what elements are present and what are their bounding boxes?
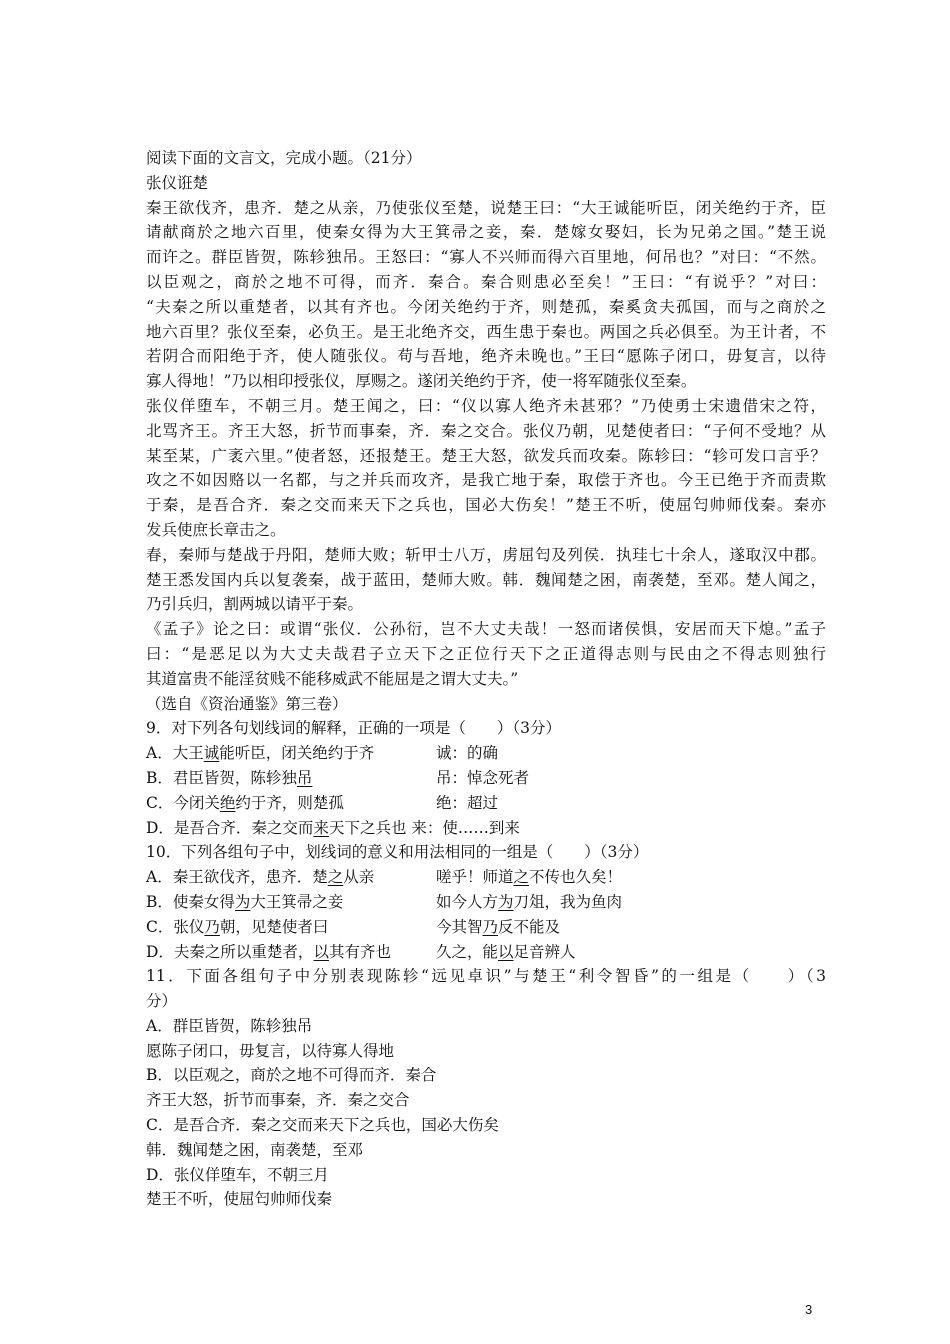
passage-line: 寡人得地！”乃以相印授张仪，厚赐之。遂闭关绝约于齐，使一将军随张仪至秦。	[146, 372, 697, 391]
option-gloss: 绝：超过	[436, 793, 499, 812]
question-10-option: B．使秦女得为大王箕帚之妾 如今人方为刀俎，我为鱼肉	[146, 892, 623, 911]
passage-line: 北骂齐王。齐王大怒，折节而事秦，齐．秦之交合。张仪乃朝，见楚使者曰：“子何不受地？从	[146, 421, 826, 440]
passage-line: 攻之不如因赂以一名都，与之并兵而攻齐，是我亡地于秦，取偿于齐也。今王已绝于齐而责欺	[146, 471, 826, 490]
underlined-word: 诚	[203, 744, 220, 763]
passage-title: 张仪诳楚	[146, 173, 209, 192]
instruction: 阅读下面的文言文，完成小题。（21分）	[146, 149, 422, 167]
underlined-word: 之	[327, 868, 344, 887]
question-11-option: 楚王不听，使屈匄帅师伐秦	[146, 1190, 333, 1209]
question-11-option: 齐王大怒，折节而事秦，齐．秦之交合	[146, 1091, 410, 1110]
question-9-stem: 9．对下列各句划线词的解释，正确的一项是（ ）（3分）	[146, 719, 561, 738]
underlined-word: 为	[498, 892, 514, 911]
question-10-option: C．张仪乃朝，见楚使者曰 今其智乃反不能及	[146, 917, 561, 936]
question-9-option: C．今闭关绝约于齐，则楚孤 绝：超过	[146, 791, 826, 816]
passage-line: 地六百里？张仪至秦，必负王。是王北绝齐交，西生患于秦也。两国之兵必俱至。为王计者，不	[146, 322, 826, 341]
question-10-stem: 10．下列各组句子中，划线词的意义和用法相同的一组是（ ）（3分）	[146, 843, 649, 862]
option-gloss: 吊：悼念死者	[436, 768, 530, 787]
passage-line: 而许之。群臣皆贺，陈轸独吊。王怒曰：“寡人不兴师而得六百里地，何吊也？”对曰：“不然。	[146, 248, 826, 267]
underlined-word: 来	[313, 818, 329, 837]
underlined-word: 乃	[482, 917, 499, 936]
underlined-word: 吊	[296, 768, 313, 787]
underlined-word: 以	[498, 942, 514, 961]
passage-line: 楚王悉发国内兵以复袭秦，战于蓝田，楚师大败。韩．魏闻楚之困，南袭楚，至邓。楚人闻之，	[146, 570, 826, 589]
question-9-option: D．是吾合齐．秦之交而来天下之兵也 来：使……到来	[146, 816, 826, 841]
question-10-option: A．秦王欲伐齐，患齐．楚之从亲 嗟乎！师道之不传也久矣！	[146, 868, 623, 887]
question-11-option: 韩．魏闻楚之困，南袭楚，至邓	[146, 1140, 364, 1159]
underlined-word: 以	[313, 942, 329, 961]
passage-line: 其道富贵不能淫贫贱不能移威武不能屈是之谓大丈夫。”	[146, 669, 519, 688]
passage-line: 《孟子》论之曰：或谓“张仪．公孙衍，岂不大丈夫哉！一怒而诸侯惧，安居而天下熄。”孟子	[146, 620, 826, 639]
passage-line: 春，秦师与楚战于丹阳，楚师大败；斩甲士八万，虏屈匄及列侯．执珪七十余人，遂取汉中郡。	[146, 545, 826, 564]
question-11-option: D．张仪佯堕车，不朝三月	[146, 1165, 329, 1184]
option-gloss: 诚：的确	[436, 744, 499, 763]
underlined-word: 绝	[219, 793, 236, 812]
question-11-option: C．是吾合齐．秦之交而来天下之兵也，国必大伤矣	[146, 1116, 499, 1135]
question-9-option: B．君臣皆贺，陈轸独吊 吊：悼念死者	[146, 766, 826, 791]
passage-line: 若阴合而阳绝于齐，使人随张仪。苟与吾地，绝齐未晚也。”王曰“愿陈子闭口，毋复言，以待	[146, 347, 826, 366]
passage-line: 乃引兵归，割两城以请平于秦。	[146, 595, 364, 614]
passage-line: 秦王欲伐齐，患齐．楚之从亲，乃使张仪至楚，说楚王曰：“大王诚能听臣，闭关绝约于齐，臣	[146, 198, 826, 217]
passage-line: 某至某，广袤六里。”使者怒，还报楚王。楚王大怒，欲发兵而攻秦。陈轸曰：“轸可发口言乎？	[146, 446, 826, 465]
underlined-word: 之	[513, 868, 530, 887]
page-number: 3	[805, 1302, 813, 1317]
question-11-option: B．以臣观之，商於之地不可得而齐．秦合	[146, 1066, 437, 1085]
question-10-option: D．夫秦之所以重楚者，以其有齐也 久之，能以足音辨人	[146, 942, 576, 961]
underlined-word: 为	[234, 892, 251, 911]
question-11-stem-cont: 分）	[146, 992, 178, 1011]
passage-line: “夫秦之所以重楚者，以其有齐也。今闭关绝约于齐，则楚孤，秦奚贪夫孤国，而与之商於之	[146, 297, 826, 316]
question-11-option: 愿陈子闭口，毋复言，以待寡人得地	[146, 1041, 395, 1060]
question-11-stem: 11．下面各组句子中分别表现陈轸“远见卓识”与楚王“利令智昏”的一组是（ ）（3	[146, 967, 826, 986]
option-gloss: 来：使……到来	[411, 818, 520, 837]
passage-line: 请献商於之地六百里，使秦女得为大王箕帚之妾，秦．楚嫁女娶妇，长为兄弟之国。”楚王说	[146, 223, 826, 242]
underlined-word: 乃	[204, 917, 220, 936]
passage-line: 于秦，是吾合齐．秦之交而来天下之兵也，国必大伤矣！”楚王不听，使屈匄帅师伐秦。秦亦	[146, 496, 826, 515]
passage-line: 以臣观之，商於之地不可得，而齐．秦合。秦合则患必至矣！”王曰：“有说乎？”对曰：	[146, 272, 826, 291]
question-9-option: A．大王诚能听臣，闭关绝约于齐 诚：的确	[146, 741, 826, 766]
source-citation: （选自《资治通鉴》第三卷）	[146, 694, 348, 713]
passage-line: 发兵使庶长章击之。	[146, 520, 286, 539]
passage-line: 曰：“是恶足以为大丈夫哉君子立天下之正位行天下之正道得志则与民由之不得志则独行	[146, 644, 826, 663]
document-body	[146, 146, 826, 1212]
question-11-option: A．群臣皆贺，陈轸独吊	[146, 1016, 313, 1035]
passage-line: 张仪佯堕车，不朝三月。楚王闻之，曰：“仪以寡人绝齐未甚邪？”乃使勇士宋遗借宋之符，	[146, 396, 826, 415]
